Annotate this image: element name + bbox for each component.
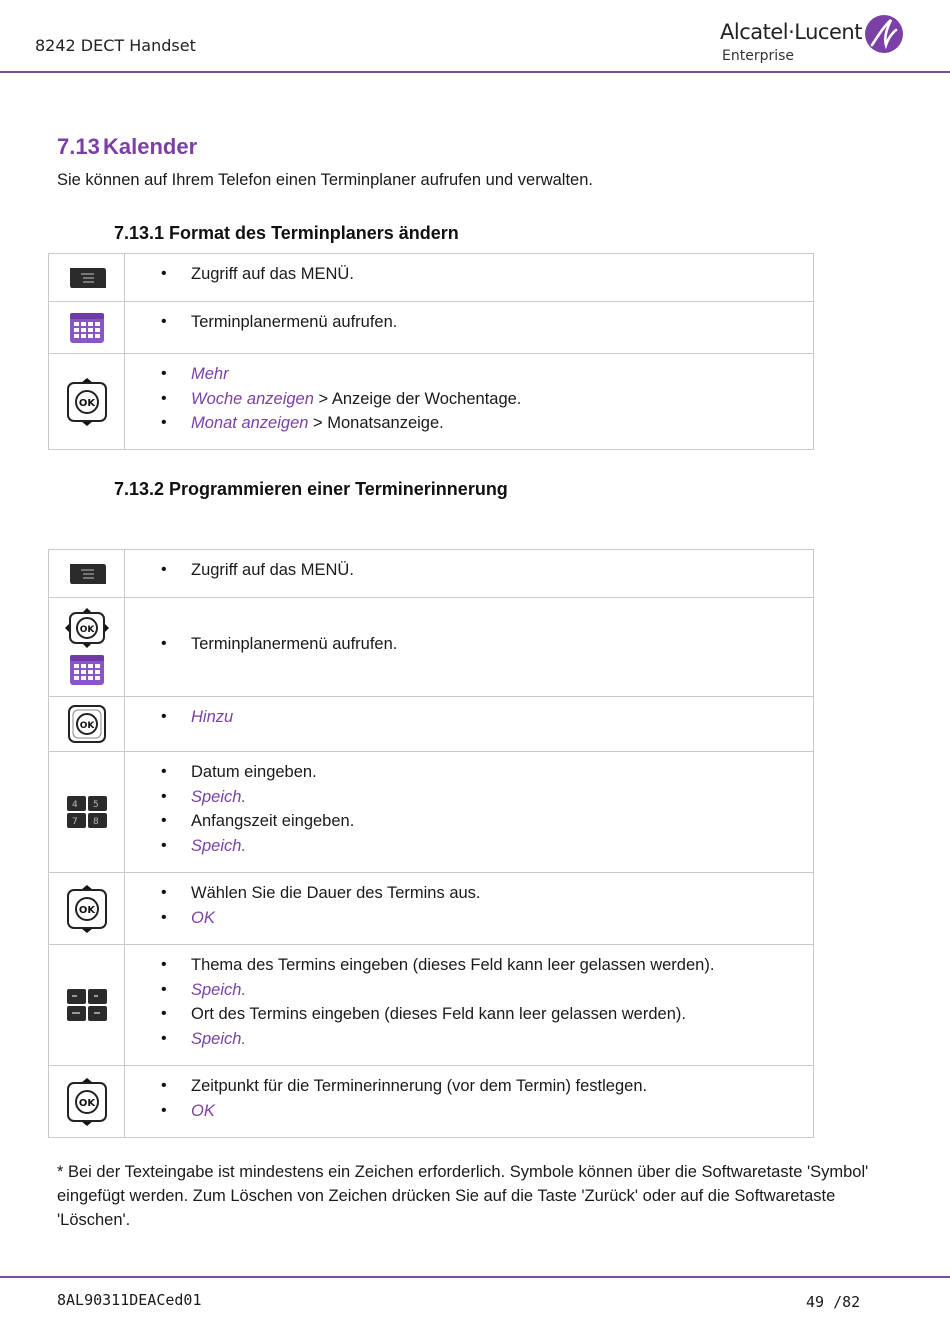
ok-navigator-icon [65,1077,109,1127]
step-row [49,254,814,302]
svg-text:OK: OK [79,625,94,635]
softkey-label: Speich. [191,980,247,999]
svg-text:OK: OK [78,1097,95,1109]
document-title: 8242 DECT Handset [35,36,196,55]
step-text-cell [125,598,814,697]
step-text-cell [125,1066,814,1138]
step-item [125,705,813,730]
step-item: • Anfangszeit eingeben. [125,809,813,834]
step-item [125,785,813,810]
softkey-label: Hinzu [191,708,234,726]
footer-divider [0,1276,950,1278]
softkey-label: Speich. [191,1029,247,1048]
softkey-label: Speich. [191,836,247,855]
step-item: • Thema des Termins eingeben (dieses Feld kann leer gelassen werden). [125,953,813,978]
alcatel-lucent-logo-icon [864,14,904,54]
step-item [125,906,813,931]
step-item: • Zugriff auf das MENÜ. [125,558,813,583]
step-icon-cell [49,598,125,697]
step-item [125,1099,813,1124]
subsection-heading-reminder: 7.13.2 Programmieren einer Terminerinnerung [114,479,508,499]
softkey-label: Monat anzeigen [191,414,309,432]
footnote: * Bei der Texteingabe ist mindestens ein Zeichen erforderlich. Symbole können über die Softwaretaste 'Symbol' eingefügt werden. Zum Löschen von Zeichen drücken Sie auf die Taste 'Zurück' oder auf die Softwaretaste 'Löschen'. [57,1163,869,1229]
calendar-icon [69,312,105,344]
softkey-label: OK [191,908,215,927]
steps-table-reminder [48,549,814,1138]
section-title: Kalender [103,134,198,159]
document-id: 8AL90311DEACed01 [57,1291,202,1309]
step-item: • Monat anzeigen > Monatsanzeige. [125,411,813,436]
keypad-key-label: 4 [71,800,78,810]
step-item [125,978,813,1003]
softkey-label: Speich. [191,787,247,806]
step-item: • Ort des Termins eingeben (dieses Feld kann leer gelassen werden). [125,1002,813,1027]
step-text-cell [125,550,814,598]
header-divider [0,71,950,73]
step-text-cell [125,873,814,945]
step-icon-cell [49,1066,125,1138]
step-row [49,945,814,1066]
step-text-cell [125,697,814,752]
step-icon-cell [49,550,125,598]
ok-navigator-icon [65,377,109,427]
keypad-key-label: 7 [71,817,78,827]
svg-text:OK: OK [78,904,95,916]
step-row [49,598,814,697]
step-item [125,1027,813,1052]
logo-text: Alcatel·Lucent [720,20,862,44]
ok-key-icon [67,704,107,744]
steps-table-format [48,253,814,450]
step-item [125,362,813,387]
step-row [49,1066,814,1138]
section-number: 7.13 [57,134,100,159]
step-item [125,834,813,859]
step-text-cell [125,254,814,302]
ok-navigator-icon [65,884,109,934]
step-item: • Woche anzeigen > Anzeige der Wochentage. [125,387,813,412]
section-heading [57,134,197,160]
step-row [49,550,814,598]
svg-text:OK: OK [79,721,94,731]
step-text-cell [125,354,814,450]
page-number: 49 /82 [806,1293,861,1311]
step-icon-cell [49,945,125,1066]
softkey-label: OK [191,1101,215,1120]
section-intro: Sie können auf Ihrem Telefon einen Terminplaner aufrufen und verwalten. [57,171,593,189]
numeric-keypad-icon [67,796,107,828]
step-row [49,354,814,450]
menu-key-icon [67,266,107,290]
step-icon-cell [49,752,125,873]
step-item: • Zugriff auf das MENÜ. [125,262,813,287]
menu-key-icon [67,562,107,586]
company-logo [720,14,910,66]
softkey-label: Woche anzeigen [191,389,314,408]
step-item: • Datum eingeben. [125,760,813,785]
subsection-heading-format: 7.13.1 Format des Terminplaners ändern [114,223,459,243]
step-item: • Terminplanermenü aufrufen. [125,632,813,657]
svg-text:OK: OK [78,397,95,409]
step-text-cell [125,945,814,1066]
calendar-icon [69,654,105,686]
step-row [49,302,814,354]
step-item: • Wählen Sie die Dauer des Termins aus. [125,881,813,906]
step-item: • Zeitpunkt für die Terminerinnerung (vor dem Termin) festlegen. [125,1074,813,1099]
step-icon-cell [49,254,125,302]
alpha-keypad-icon [67,989,107,1021]
four-way-navigator-icon [65,608,109,648]
step-row [49,752,814,873]
softkey-label: Mehr [191,365,229,383]
step-icon-cell [49,697,125,752]
step-icon-cell [49,873,125,945]
keypad-key-label: 8 [92,817,99,827]
step-text-cell [125,752,814,873]
step-row [49,873,814,945]
keypad-key-label: 5 [92,800,99,810]
step-item: • Terminplanermenü aufrufen. [125,310,813,335]
step-icon-cell [49,354,125,450]
step-row [49,697,814,752]
step-text-cell [125,302,814,354]
logo-subtitle: Enterprise [722,48,795,64]
step-icon-cell [49,302,125,354]
